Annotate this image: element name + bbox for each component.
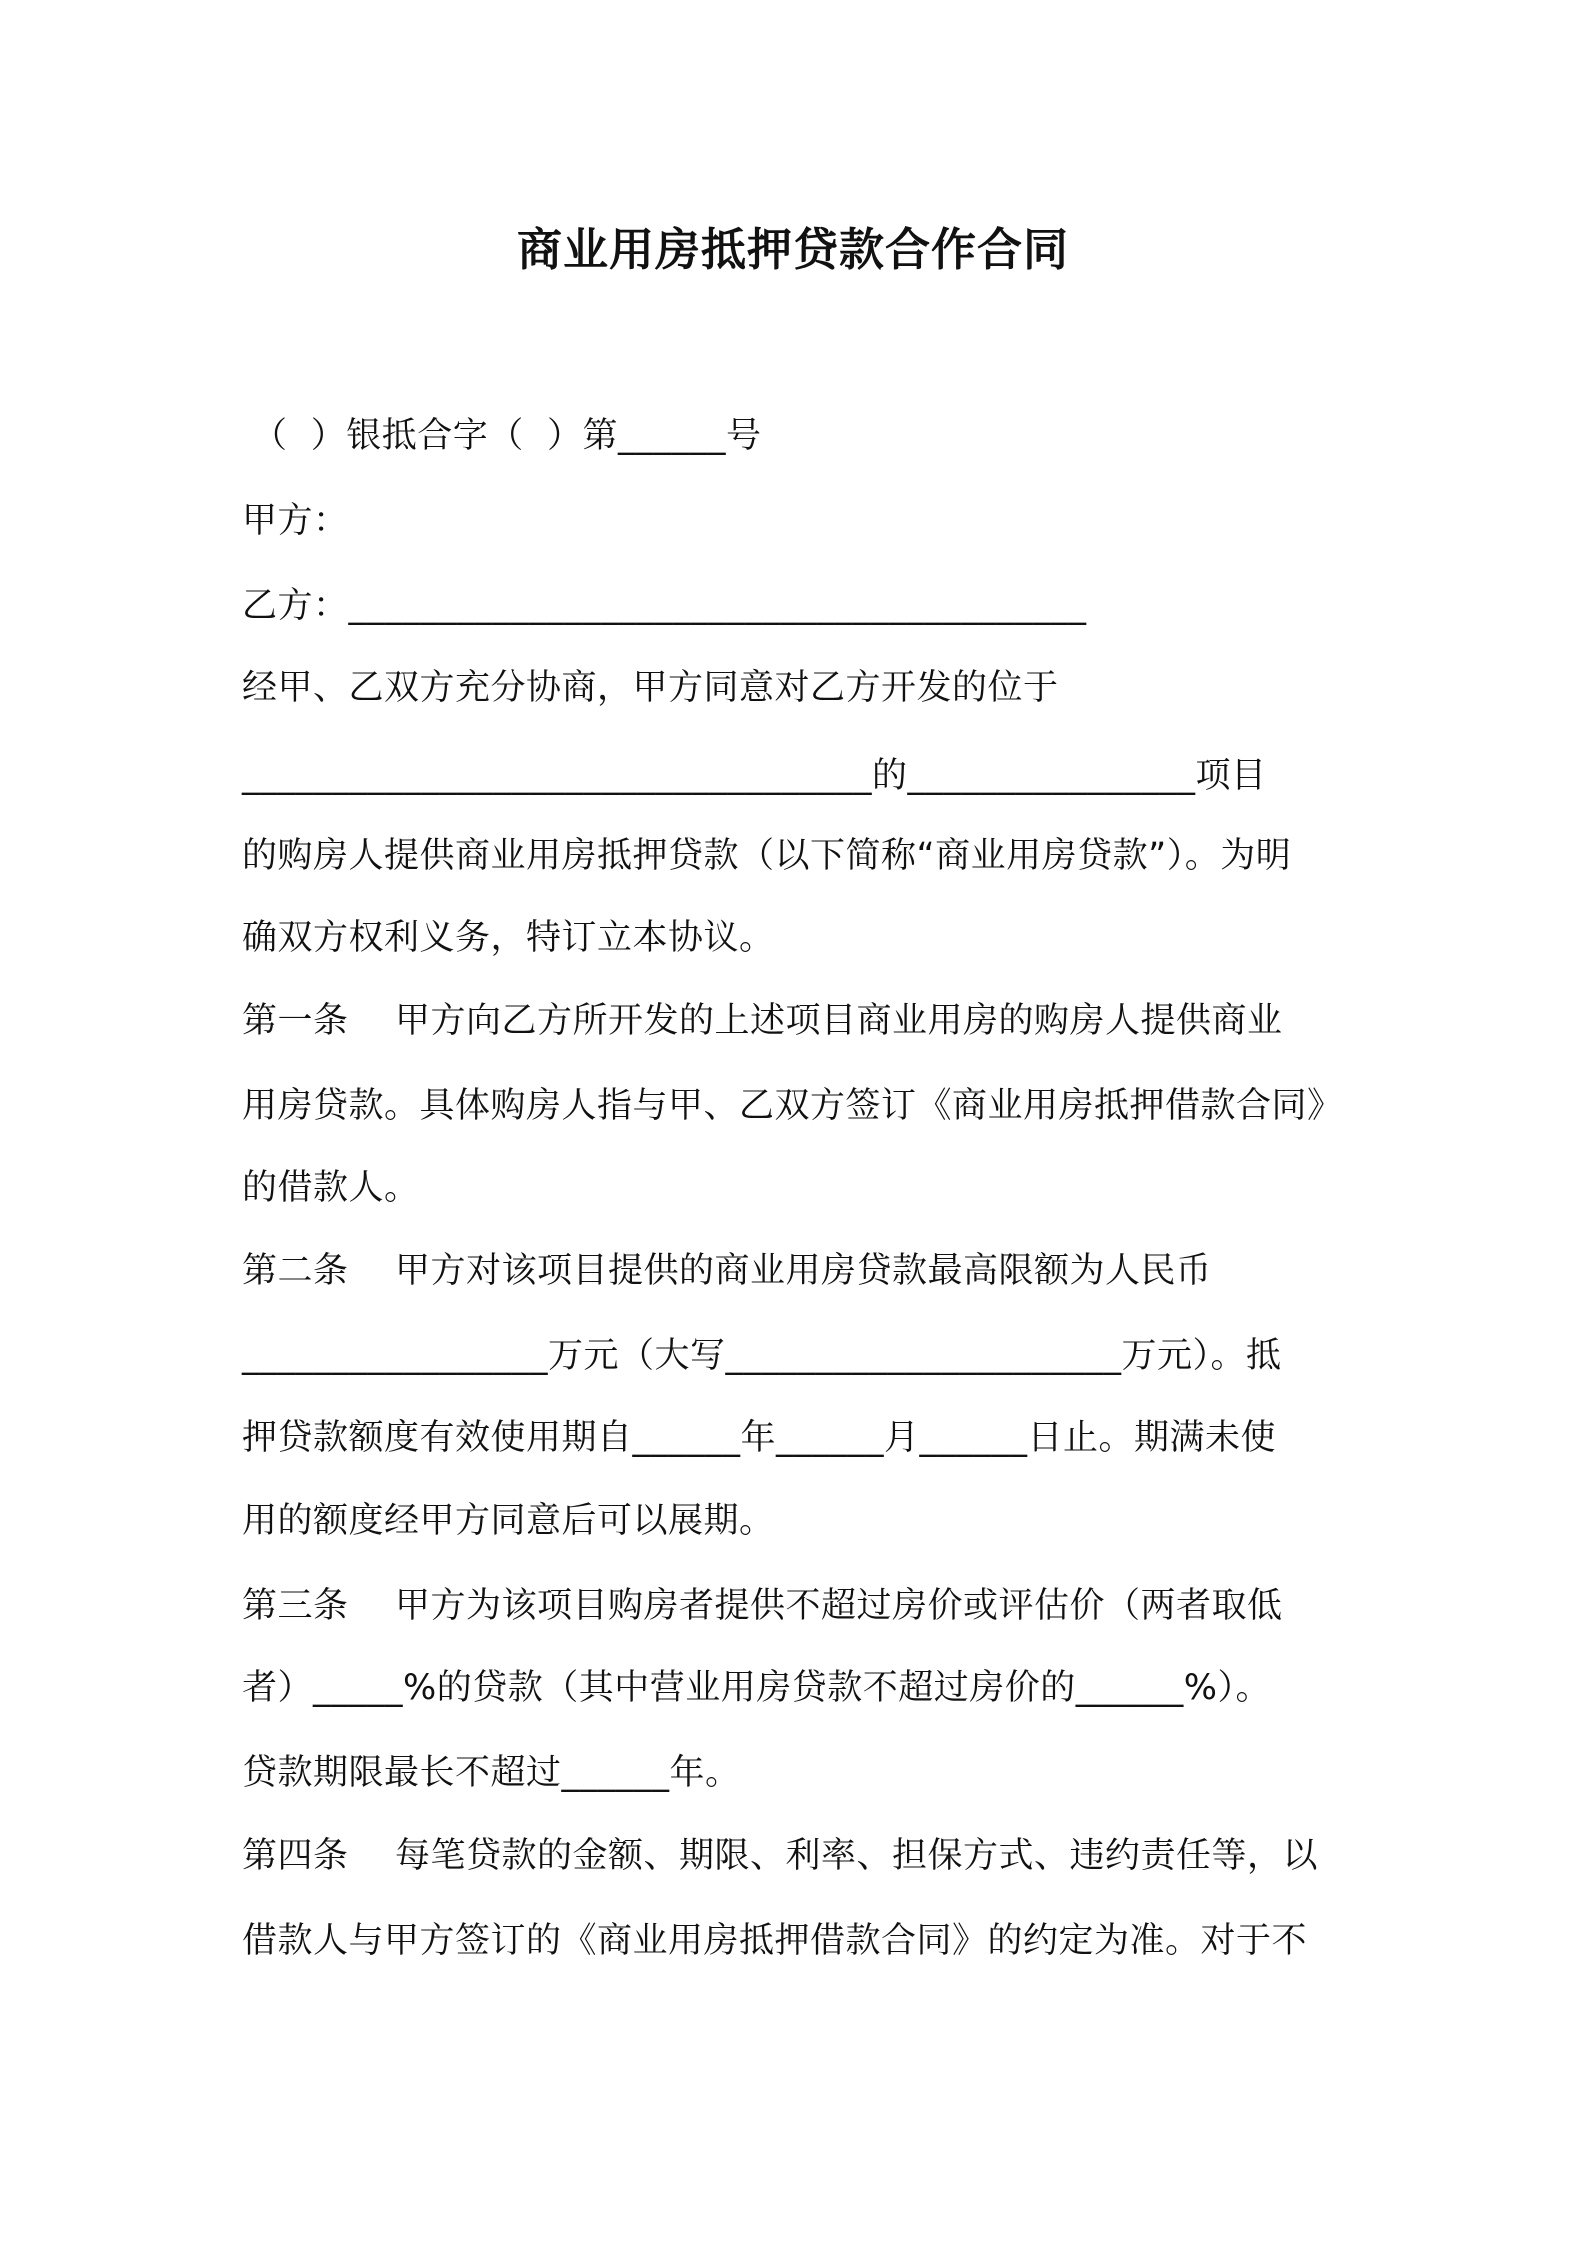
- article-3-line: 第三条 甲方为该项目购房者提供不超过房价或评估价（两者取低: [242, 1586, 1283, 1626]
- article-1-line: 用房贷款。具体购房人指与甲、乙双方签订《商业用房抵押借款合同》: [242, 1086, 1343, 1126]
- article-2-line: _________________万元（大写______________________万元）。抵: [242, 1336, 1282, 1376]
- paragraph-line: 确双方权利义务，特订立本协议。: [242, 918, 775, 958]
- article-3-line: 贷款期限最长不超过______年。: [242, 1753, 741, 1793]
- party-b-line: 乙方：_________________________________________: [242, 586, 1087, 626]
- document-title: 商业用房抵押贷款合作合同: [516, 223, 1069, 276]
- contract-number-line: （ ）银抵合字（ ）第______号: [252, 416, 762, 456]
- paragraph-line: ___________________________________的________________项目: [242, 756, 1267, 796]
- article-4-line: 借款人与甲方签订的《商业用房抵押借款合同》的约定为准。对于不: [242, 1921, 1308, 1961]
- article-2-line: 用的额度经甲方同意后可以展期。: [242, 1501, 775, 1541]
- article-2-line: 第二条 甲方对该项目提供的商业用房贷款最高限额为人民币: [242, 1251, 1212, 1291]
- article-1-line: 第一条 甲方向乙方所开发的上述项目商业用房的购房人提供商业: [242, 1001, 1283, 1041]
- party-a-line: 甲方：: [242, 501, 349, 541]
- paragraph-line: 经甲、乙双方充分协商，甲方同意对乙方开发的位于: [242, 668, 1059, 708]
- article-4-line: 第四条 每笔贷款的金额、期限、利率、担保方式、违约责任等，以: [242, 1836, 1319, 1876]
- article-2-line: 押贷款额度有效使用期自______年______月______日止。期满未使: [242, 1418, 1277, 1458]
- article-3-line: 者）_____%的贷款（其中营业用房贷款不超过房价的______%）。: [242, 1668, 1272, 1708]
- paragraph-line: 的购房人提供商业用房抵押贷款（以下简称“商业用房贷款”）。为明: [242, 836, 1292, 876]
- article-1-line: 的借款人。: [242, 1168, 420, 1208]
